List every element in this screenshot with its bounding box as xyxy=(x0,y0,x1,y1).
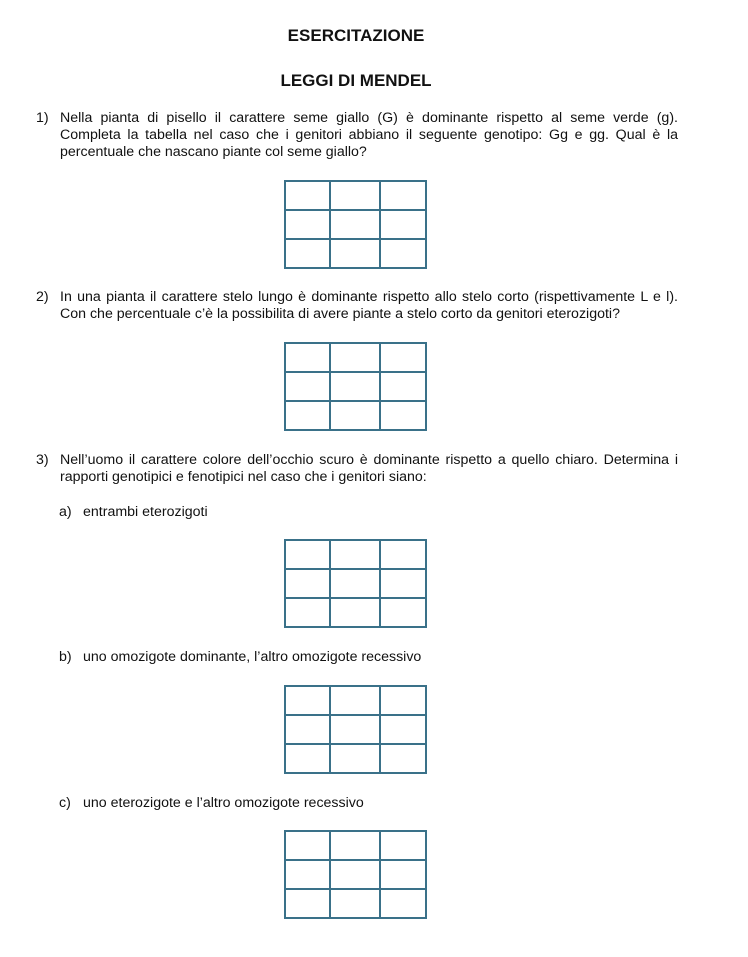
grid-cell[interactable] xyxy=(286,182,331,211)
part-text: uno eterozigote e l’altro omozigote recessivo xyxy=(83,795,364,811)
grid-cell[interactable] xyxy=(286,861,331,890)
grid-cell[interactable] xyxy=(286,541,331,570)
question-2 xyxy=(36,289,678,323)
part-label: b) xyxy=(59,649,72,665)
grid-cell[interactable] xyxy=(286,373,331,402)
grid-cell[interactable] xyxy=(286,240,331,267)
grid-cell[interactable] xyxy=(381,182,425,211)
grid-cell[interactable] xyxy=(286,832,331,861)
grid-cell[interactable] xyxy=(331,373,381,402)
part-label: a) xyxy=(59,504,72,520)
grid-cell[interactable] xyxy=(331,182,381,211)
grid-cell[interactable] xyxy=(331,716,381,745)
grid-cell[interactable] xyxy=(381,599,425,626)
grid-cell[interactable] xyxy=(381,211,425,240)
punnett-grid-3b[interactable] xyxy=(284,685,427,774)
grid-cell[interactable] xyxy=(286,745,331,772)
grid-cell[interactable] xyxy=(331,570,381,599)
grid-cell[interactable] xyxy=(286,687,331,716)
question-number: 2) xyxy=(36,289,49,305)
question-3-line-1: Nell’uomo il carattere colore dell’occhio scuro è dominante rispetto a quello chiaro. Determina i xyxy=(60,452,678,468)
question-3-line-2: rapporti genotipici e fenotipici nel caso che i genitori siano: xyxy=(60,469,427,485)
grid-cell[interactable] xyxy=(381,373,425,402)
grid-cell[interactable] xyxy=(331,344,381,373)
grid-cell[interactable] xyxy=(286,890,331,917)
grid-cell[interactable] xyxy=(331,211,381,240)
question-number: 1) xyxy=(36,110,49,126)
question-2-line-1: In una pianta il carattere stelo lungo è dominante rispetto allo stelo corto (rispettivamente L e l). xyxy=(60,289,678,305)
question-3-part-b xyxy=(59,649,421,666)
question-1-line-3: percentuale che nascano piante col seme giallo? xyxy=(60,144,367,160)
grid-cell[interactable] xyxy=(286,402,331,429)
question-3 xyxy=(36,452,678,486)
question-1-line-2: Completa la tabella nel caso che i genitori abbiano il seguente genotipo: Gg e gg. Qual è la xyxy=(60,127,678,143)
grid-cell[interactable] xyxy=(381,240,425,267)
grid-cell[interactable] xyxy=(381,541,425,570)
question-1-line-1: Nella pianta di pisello il carattere seme giallo (G) è dominante rispetto al seme verde (g). xyxy=(60,110,678,126)
grid-cell[interactable] xyxy=(286,599,331,626)
question-number: 3) xyxy=(36,452,49,468)
question-1 xyxy=(36,110,678,161)
grid-cell[interactable] xyxy=(381,344,425,373)
grid-cell[interactable] xyxy=(381,402,425,429)
punnett-grid-3a[interactable] xyxy=(284,539,427,628)
question-3-part-a xyxy=(59,504,208,521)
question-3-part-c xyxy=(59,795,364,812)
grid-cell[interactable] xyxy=(286,211,331,240)
part-label: c) xyxy=(59,795,71,811)
grid-cell[interactable] xyxy=(286,344,331,373)
grid-cell[interactable] xyxy=(331,541,381,570)
grid-cell[interactable] xyxy=(331,402,381,429)
grid-cell[interactable] xyxy=(331,890,381,917)
grid-cell[interactable] xyxy=(331,745,381,772)
grid-cell[interactable] xyxy=(381,745,425,772)
page-title: ESERCITAZIONE xyxy=(287,26,425,45)
grid-cell[interactable] xyxy=(286,716,331,745)
punnett-grid-3c[interactable] xyxy=(284,830,427,919)
grid-cell[interactable] xyxy=(331,240,381,267)
grid-cell[interactable] xyxy=(331,832,381,861)
grid-cell[interactable] xyxy=(381,716,425,745)
grid-cell[interactable] xyxy=(286,570,331,599)
grid-cell[interactable] xyxy=(381,832,425,861)
grid-cell[interactable] xyxy=(331,599,381,626)
grid-cell[interactable] xyxy=(381,890,425,917)
grid-cell[interactable] xyxy=(331,861,381,890)
punnett-grid-1[interactable] xyxy=(284,180,427,269)
punnett-grid-2[interactable] xyxy=(284,342,427,431)
grid-cell[interactable] xyxy=(381,570,425,599)
part-text: uno omozigote dominante, l’altro omozigote recessivo xyxy=(83,649,422,665)
page-subtitle: LEGGI DI MENDEL xyxy=(280,71,432,90)
question-2-line-2: Con che percentuale c’è la possibilita di avere piante a stelo corto da genitori eterozigoti? xyxy=(60,306,620,322)
part-text: entrambi eterozigoti xyxy=(83,504,208,520)
grid-cell[interactable] xyxy=(381,687,425,716)
grid-cell[interactable] xyxy=(331,687,381,716)
grid-cell[interactable] xyxy=(381,861,425,890)
